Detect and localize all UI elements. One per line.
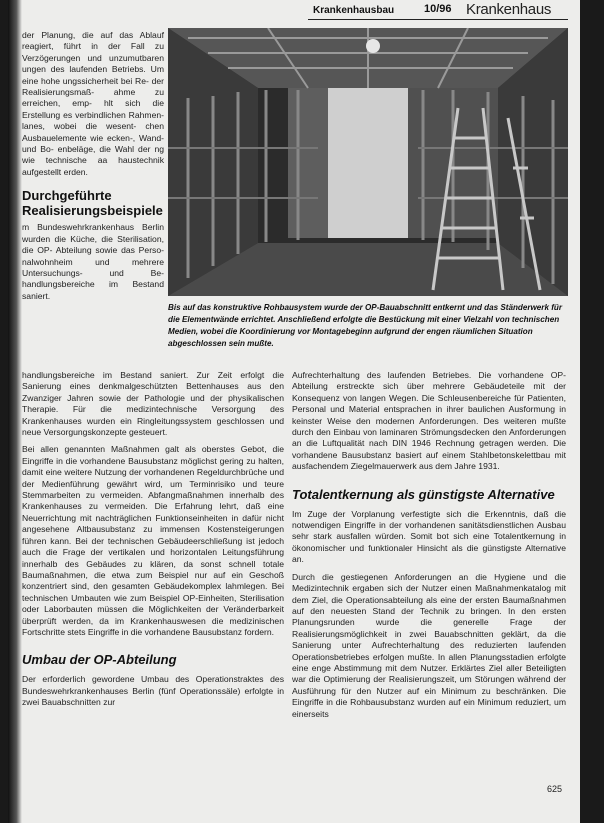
main-right-column <box>292 370 566 720</box>
construction-photo <box>168 28 568 296</box>
construction-photo-drawing <box>168 28 568 296</box>
page-gutter-shadow <box>8 0 22 823</box>
page-header <box>8 2 580 20</box>
main-left-column <box>22 370 284 709</box>
left-top-column <box>22 30 164 302</box>
page-number: 625 <box>547 784 563 794</box>
main-left-paragraph-1: handlungsbereiche im Bestand saniert. Zur Zeit erfolgt die Sanierung eines denkmalgeschützten Bettenhauses aus den Zwanziger Jahren sowie der Pathologie und der physikalischen Therapie. Für die medizintechnische Versorgung des Krankenhauses wurden ein Ringleitungssystem geschlossen und neue Versorgungskonzepte gesteuert. <box>22 370 284 438</box>
main-right-heading: Totalentkernung als günstigste Alternative <box>292 486 555 502</box>
main-left-paragraph-2: Bei allen genannten Maßnahmen galt als oberstes Gebot, die Eingriffe in die vorhandene Bausubstanz möglichst gering zu halten, damit eine weitere Nutzung der vorhandenen Regeldurchbrüche und der Medienführung gewährt wird, um Terminrisiko und teure Stemmarbeiten zu vermeiden. Abfangmaßnahmen innerhalb des Krankenhauses zu vermeiden. Die Erfahrung lehrt, daß eine Neuerrichtung mit nachträglichen Funktionseinheiten in dafür nicht angesehene Altbausubstanz zu immensen Kostensteigerungen führen kann. Bei der technischen Gebäudeerschließung ist jedoch auch die Frage der vertikalen und horizontalen Leitungsführung innerhalb des Gebäudes zu klären, da sonst schnell totale Baumaßnahmen, die etwa zum Beispiel nur auf ein Geschoß konzentriert sind, den gesamten Gebäudekomplex lahmlegen. Bei technischen Umbauten wie zum Beispiel OP-Einheiten, Sterilisation oder Laborbauten müssen die Möglichkeiten der Veränderbarkeit überprüft werden, da im Krankenhauswesen die medizinischen Fortschritte stets Eingriffe in die vorhandene Bausubstanz fordern. <box>22 444 284 637</box>
main-right-paragraph-3: Durch die gestiegenen Anforderungen an die Hygiene und die Medizintechnik ergaben sich der Nutzer einen Maßnahmenkatalog mit dem Ziel, die Operationsabteilung als eine der ersten Baumaßnahmen auf den neuesten Stand der Technik zu bringen. In den ersten Planungsrunden wurde die generelle Frage der Realisierungsmöglichkeit in zwei Bauabschnitten geklärt, da die Sanierung unter Aufrechterhaltung des reduzierten laufenden Operationsbetriebes erfolgen mußte. In allen Planungsstadien erfolgte eine enge Abstimmung mit dem Nutzer. Erklärtes Ziel aller Beteiligten war die Optimierung der Realisierungszeit, um Störungen während der Ausführung für den Nutzer auf ein Minimum zu beschränken. Die Eingriffe in die Rohbausubstanz wurden auf ein Minimum reduziert, um einerseits <box>292 571 566 719</box>
main-left-heading: Umbau der OP-Abteilung <box>22 652 177 668</box>
main-right-paragraph-2: Im Zuge der Vorplanung verfestigte sich die Erkenntnis, daß die notwendigen Eingriffe in der vorhandenen sanitätsdienstlichen Ausbau sehr stark ausfallen würden. Somit bot sich eine Totalentkernung in ökonomischer und funktionaler Hinsicht als die günstigste Alternative an. <box>292 508 566 565</box>
header-rule <box>308 19 568 20</box>
main-right-paragraph-1: Aufrechterhaltung des laufenden Betriebes. Die vorhandene OP-Abteilung erstreckte sich über mehrere Gebäudeteile mit der Konsequenz von langen Wegen. Die Schleusenbereiche für Patienten, Personal und Material entsprachen in ihrer baulichen Ausformung in keinster Weise den modernen Anforderungen. Des weiteren mußte durch den Einbau von laminaren Strömungsdecken den Anforderungen an die Luftqualität nach DIN 1946 Rechnung getragen werden. Die vorhandene Bausubstanz basiert auf einem Stahlbetonskelettbau mit ausfachendem Ziegelmauerwerk aus dem Jahre 1931. <box>292 370 566 472</box>
left-top-paragraph-2: m Bundeswehrkrankenhaus Berlin wurden die Küche, die Sterilisation, die OP- Abteilung sowie das Perso- nalwohnheim und mehrere Untersuchungs- und Be- handlungsbereiche im Bestand saniert. <box>22 222 164 301</box>
header-magazine: Krankenhaus <box>466 1 552 18</box>
main-left-paragraph-3: Der erforderlich gewordene Umbau des Operationstraktes des Bundeswehrkrankenhauses Berlin (fünf Operationssäle) erfolgte in zwei Bauabschnitten zur <box>22 674 284 708</box>
photo-caption: Bis auf das konstruktive Rohbausystem wurde der OP-Bauabschnitt entkernt und das Ständerwerk für die Elementwände errichtet. Anschließend erfolgte die Bestückung mit einer Vielzahl von technischen Medien, wobei die Koordinierung vor Montagebeginn aufgrund der engen räumlichen Situation abgeschlossen sein mußte. <box>168 303 562 348</box>
left-top-paragraph: der Planung, die auf das Ablauf reagiert, führt in der Fall zu Verzögerungen und unzumutbaren ungen des laufenden Betriebs. Um eine hohe ungssicherheit bei Re- der Realisierungsmaß- ahme zu erreichen, emp- hlt sich die Erstellung es verbindlichen Rahmen- lanes, wobei die wesent- chen Ausbauelemente wie ecken-, Wand- und Bo- enbeläge, die Wahl der ng wie technische aa haustechnik aufgestellt erden. <box>22 30 164 177</box>
left-top-heading: Durchgeführte Realisierungsbeispiele <box>22 188 163 219</box>
header-issue: 10/96 <box>424 3 452 15</box>
magazine-page <box>8 0 580 823</box>
header-section: Krankenhausbau <box>313 5 395 16</box>
